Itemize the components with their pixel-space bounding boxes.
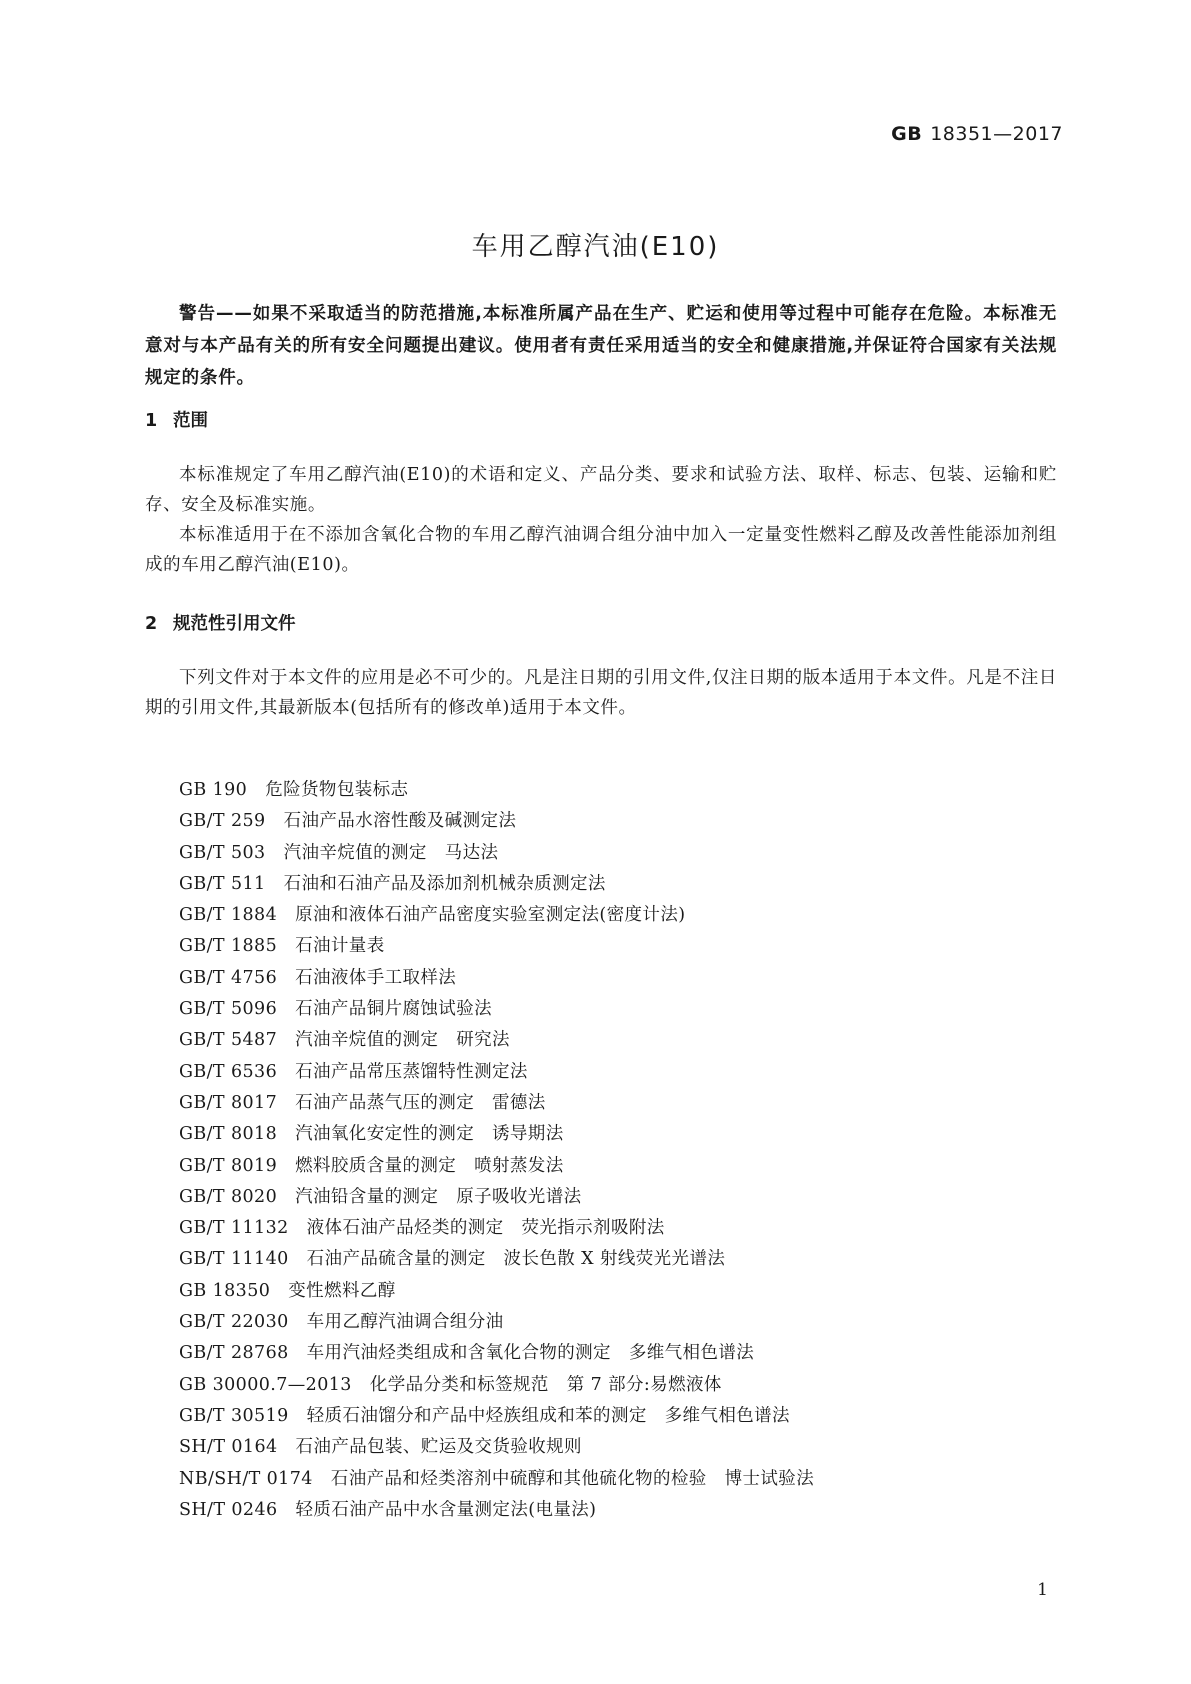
scope-paragraph-1: 本标准规定了车用乙醇汽油(E10)的术语和定义、产品分类、要求和试验方法、取样、标志、包装、运输和贮存、安全及标准实施。 [145,465,1057,515]
reference-code: GB/T 8017 [179,1092,278,1113]
reference-title: 轻质石油馏分和产品中烃族组成和苯的测定 多维气相色谱法 [306,1405,790,1426]
section-title: 规范性引用文件 [173,614,296,634]
reference-code: GB 190 [179,780,248,800]
reference-item [179,1495,814,1526]
reference-item [179,1151,814,1182]
reference-code: GB/T 6536 [179,1061,278,1082]
reference-item [179,1370,814,1401]
standard-code: 18351—2017 [930,123,1063,145]
reference-item [179,1182,814,1213]
reference-code: GB 18350 [179,1280,271,1301]
reference-code: SH/T 0164 [179,1437,278,1458]
reference-title: 石油和石油产品及添加剂机械杂质测定法 [283,873,606,894]
reference-item [179,838,814,869]
reference-title: 石油产品蒸气压的测定 雷德法 [295,1092,546,1113]
reference-title: 车用汽油烃类组成和含氧化合物的测定 多维气相色谱法 [306,1343,755,1364]
reference-title: 危险货物包装标志 [265,780,409,800]
reference-code: GB/T 503 [179,842,266,863]
reference-item [179,869,814,900]
reference-code: GB/T 5096 [179,999,278,1020]
reference-title: 液体石油产品烃类的测定 荧光指示剂吸附法 [306,1218,665,1239]
section-1-heading [145,407,208,432]
reference-item [179,994,814,1025]
reference-code: GB/T 8020 [179,1186,278,1207]
section-2-heading [145,610,296,635]
reference-title: 石油产品包装、贮运及交货验收规则 [295,1437,582,1458]
reference-item [179,1464,814,1495]
document-title: 车用乙醇汽油(E10) [471,232,720,262]
reference-item [179,963,814,994]
section-title: 范围 [173,411,208,431]
reference-title: 燃料胶质含量的测定 喷射蒸发法 [295,1155,564,1176]
reference-title: 石油产品铜片腐蚀试验法 [295,999,493,1020]
scope-paragraph-2: 本标准适用于在不添加含氧化合物的车用乙醇汽油调合组分油中加入一定量变性燃料乙醇及改善性能添加剂组成的车用乙醇汽油(E10)。 [145,525,1057,575]
reference-item [179,1401,814,1432]
reference-code: NB/SH/T 0174 [179,1468,313,1489]
reference-item [179,1244,814,1275]
section-number: 2 [145,614,158,634]
reference-item [179,1338,814,1369]
reference-title: 汽油氧化安定性的测定 诱导期法 [295,1124,564,1145]
reference-code: GB/T 4756 [179,967,278,988]
warning-notice: 警告——如果不采取适当的防范措施,本标准所属产品在生产、贮运和使用等过程中可能存在危险。本标准无意对与本产品有关的所有安全问题提出建议。使用者有责任采用适当的安全和健康措施,并保证符合国家有关法规规定的条件。 [145,304,1057,388]
reference-title: 石油产品和烃类溶剂中硫醇和其他硫化物的检验 博士试验法 [330,1468,815,1489]
reference-item [179,1057,814,1088]
reference-code: GB/T 8019 [179,1155,278,1176]
reference-code: GB/T 5487 [179,1030,278,1051]
reference-item [179,1088,814,1119]
reference-code: GB/T 1885 [179,936,278,957]
reference-title: 石油计量表 [295,936,385,957]
reference-title: 化学品分类和标签规范 第 7 部分:易燃液体 [369,1374,722,1395]
reference-title: 石油产品硫含量的测定 波长色散 X 射线荧光光谱法 [306,1249,726,1270]
page-number: 1 [1037,1580,1048,1600]
reference-item [179,1119,814,1150]
reference-item [179,775,814,806]
reference-title: 汽油辛烷值的测定 马达法 [283,842,499,863]
reference-list [179,775,814,1526]
section-number: 1 [145,411,158,431]
reference-title: 变性燃料乙醇 [288,1280,396,1301]
reference-code: GB 30000.7—2013 [179,1374,352,1395]
reference-item [179,931,814,962]
reference-title: 原油和液体石油产品密度实验室测定法(密度计法) [295,905,686,926]
reference-item [179,900,814,931]
reference-code: GB/T 30519 [179,1405,289,1426]
reference-code: GB/T 511 [179,873,266,894]
reference-item [179,1025,814,1056]
reference-title: 轻质石油产品中水含量测定法(电量法) [295,1499,597,1520]
reference-title: 石油产品常压蒸馏特性测定法 [295,1061,528,1082]
standard-prefix: GB [891,123,923,145]
reference-title: 车用乙醇汽油调合组分油 [306,1312,504,1333]
reference-title: 汽油铅含量的测定 原子吸收光谱法 [295,1186,582,1207]
reference-item [179,1276,814,1307]
reference-item [179,1307,814,1338]
reference-item [179,1213,814,1244]
reference-code: SH/T 0246 [179,1499,278,1520]
reference-code: GB/T 22030 [179,1312,289,1333]
normative-references-intro: 下列文件对于本文件的应用是必不可少的。凡是注日期的引用文件,仅注日期的版本适用于本文件。凡是不注日期的引用文件,其最新版本(包括所有的修改单)适用于本文件。 [145,668,1057,718]
reference-item [179,1432,814,1463]
reference-code: GB/T 11140 [179,1249,289,1270]
reference-title: 汽油辛烷值的测定 研究法 [295,1030,510,1051]
reference-code: GB/T 8018 [179,1124,278,1145]
reference-title: 石油产品水溶性酸及碱测定法 [283,811,517,832]
reference-code: GB/T 1884 [179,905,278,926]
reference-item [179,806,814,837]
reference-code: GB/T 11132 [179,1218,289,1239]
reference-code: GB/T 28768 [179,1343,289,1364]
standard-number-header [891,123,1063,145]
reference-title: 石油液体手工取样法 [295,967,457,988]
reference-code: GB/T 259 [179,811,266,832]
